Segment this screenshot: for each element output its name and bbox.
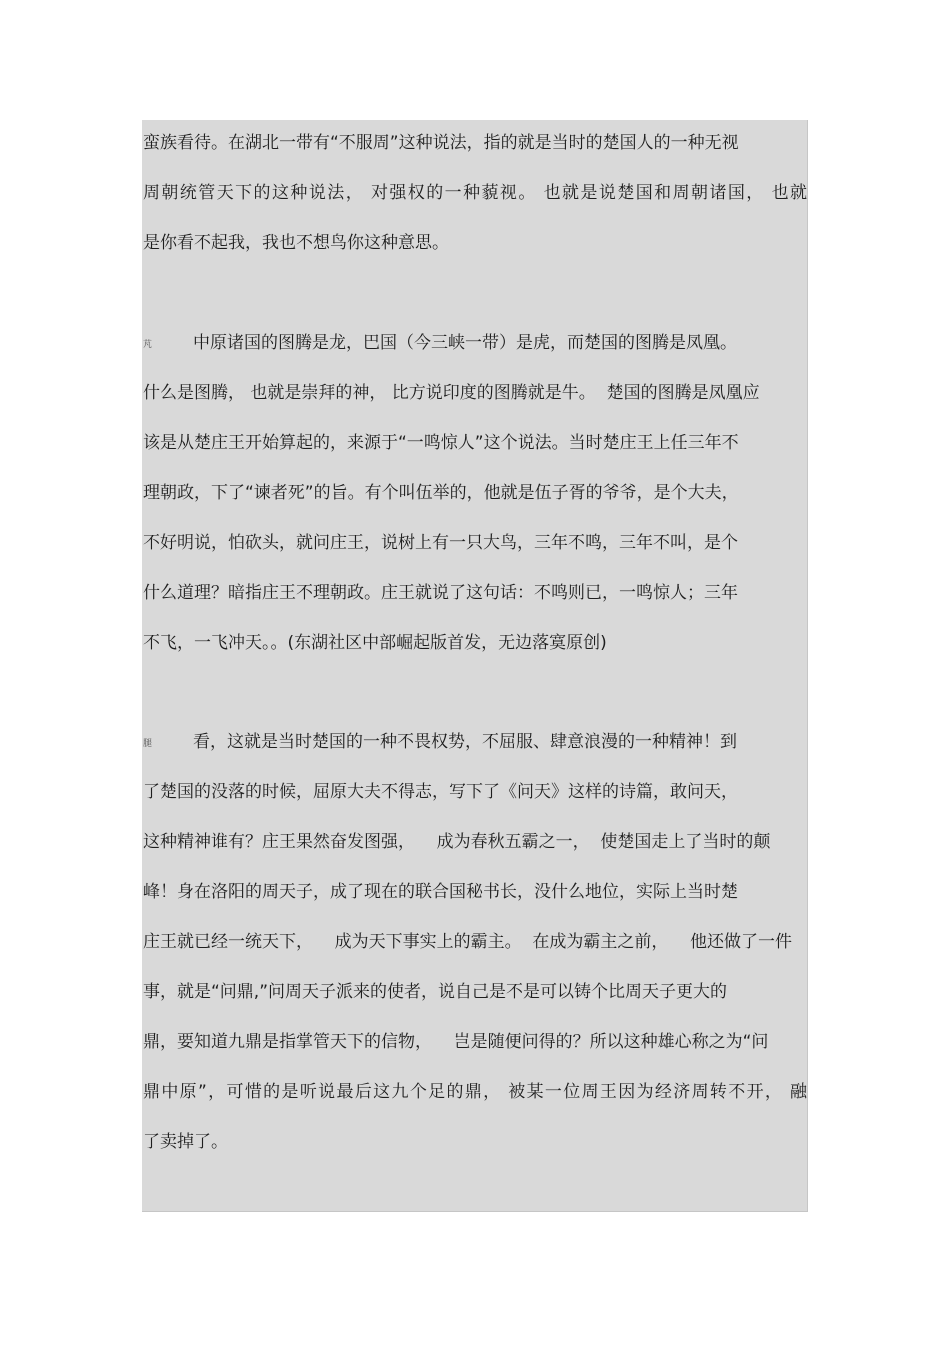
text-line: 蛮族看待。在湖北一带有“不服周”这种说法，指的就是当时的楚国人的一种无视 [143, 133, 739, 153]
text-line: 是你看不起我，我也不想鸟你这种意思。 [143, 233, 449, 253]
margin-marker: 芃 [143, 340, 153, 350]
text-line: 中原诸国的图腾是龙，巴国（今三峡一带）是虎，而楚国的图腾是凤凰。 [193, 333, 737, 353]
text-line: 看，这就是当时楚国的一种不畏权势，不屈服、肆意浪漫的一种精神！到 [193, 732, 737, 752]
text-line: 周朝统管天下的这种说法， 对强权的一种藐视。 也就是说楚国和周朝诸国， 也就 [143, 183, 807, 203]
text-line: 庄王就已经一统天下， 成为天下事实上的霸主。 在成为霸主之前， 他还做了一件 [143, 932, 793, 952]
text-line: 不好明说，怕砍头，就问庄王，说树上有一只大鸟，三年不鸣，三年不叫，是个 [143, 533, 738, 553]
text-line: 什么是图腾， 也就是崇拜的神， 比方说印度的图腾就是牛。 楚国的图腾是凤凰应 [143, 383, 760, 403]
text-line: 鼎中原”，可惜的是听说最后这九个足的鼎， 被某一位周王因为经济周转不开， 融 [143, 1082, 807, 1102]
text-line: 不飞，一飞冲天。。(东湖社区中部崛起版首发，无边落寞原创) [143, 633, 607, 653]
text-line: 该是从楚庄王开始算起的，来源于“一鸣惊人”这个说法。当时楚庄王上任三年不 [143, 433, 739, 453]
text-line: 事，就是“问鼎,”问周天子派来的使者，说自己是不是可以铸个比周天子更大的 [143, 982, 728, 1002]
text-line: 理朝政，下了“谏者死”的旨。有个叫伍举的，他就是伍子胥的爷爷，是个大夫， [143, 483, 739, 503]
text-line: 了楚国的没落的时候，屈原大夫不得志，写下了《问天》这样的诗篇，敢问天， [143, 782, 738, 802]
text-line: 了卖掉了。 [143, 1132, 228, 1152]
text-line: 什么道理？暗指庄王不理朝政。庄王就说了这句话：不鸣则已，一鸣惊人；三年 [143, 583, 738, 603]
margin-marker: 腿 [143, 739, 153, 749]
text-line: 这种精神谁有？庄王果然奋发图强， 成为春秋五霸之一， 使楚国走上了当时的颠 [143, 832, 771, 852]
text-line: 峰！身在洛阳的周天子，成了现在的联合国秘书长，没什么地位，实际上当时楚 [143, 882, 738, 902]
text-line: 鼎，要知道九鼎是指掌管天下的信物， 岂是随便问得的？所以这种雄心称之为“问 [143, 1032, 769, 1052]
